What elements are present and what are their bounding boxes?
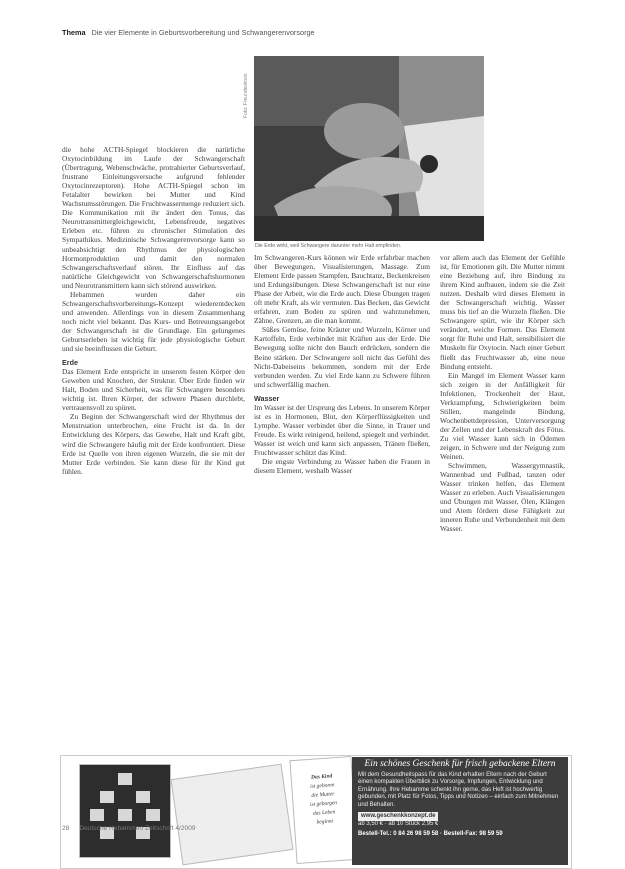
section-heading-wasser: Wasser [254,393,280,403]
page-header [62,28,315,37]
paragraph: Schwimmen, Wassergymnastik, Wannenbad und Fußbad, tanzen oder Wasser trinken helfen, das Element Wasser zu erleben. Auch Visualisierungen und Übungen mit Wasser, Ölen, Klängen und Atem fördern diese Fähigkeit zur inneren Ruhe und Verbundenheit mit dem Wasser. [440,461,565,534]
photo-caption: Die Erde wirkt, weil Schwangere darunter mehr Halt empfinden. [255,243,402,249]
ad-body: Mit dem Gesundheitspass für das Kind erhalten Eltern nach der Geburt einen kompakten Überblick zu Vorsorge, Impfungen, Entwicklung und Ernährung. Ihre Hebamme schenkt ihn gerne, das Heft ist hochwertig gebunden, mit Platz für Fotos, Tipps und Notizen – einfach zum Mitnehmen und Behalten. [358,771,559,808]
text-column-1 [62,145,245,476]
header-title: Die vier Elemente in Geburtsvorbereitung und Schwangerenvorsorge [91,28,315,37]
ad-card-title: Das Kind [310,773,333,781]
section-heading-erde: Erde [62,358,78,368]
ad-booklet [170,764,293,866]
ad-price: ab 3,50 € · ab 10 Stück 2,95 € [358,821,439,828]
paragraph: Zu Beginn der Schwangerschaft wird der Rhythmus der Menstruation unterbrochen, eine Frucht ist da. In der Entwicklung des Körpers, das Gewebe, Halt und Kraft gibt, wird die Schwangere häufig mit der Erde konfrontiert. Diese Erde ist Quelle von ihren eigenen Wurzeln, die sie mit der Mutter Erde verbinden. Sie kann diese für ihr Kind gut fühlen. [62,412,245,476]
page-footer [62,825,206,832]
ad-card-line: ist geboren [309,782,335,790]
ad-card-line: das Leben [312,809,336,817]
text-column-3 [440,253,565,533]
paragraph: Süßes Gemüse, feine Kräuter und Wurzeln, Körner und Kartoffeln, Erde verbindet mit Kräften aus der Erde. Die Bewegung sollte nicht den Bauch erdrücken, sondern die Beine stärken. Der Schwangere soll nicht das Gefühl des Nicht-Dabeiseins bekommen, sondern mit der Erde verbunden werden. Zu viel Erde kann zu Schwere führen und schwerfällig machen. [254,325,430,389]
ad-book-cover [79,764,171,858]
paragraph: Ein Mangel im Element Wasser kann sich zeigen in der Anfälligkeit für Infektionen, Trockenheit der Haut, Verkrampfung, Schwierigkeiten beim Stillen, mangelnde Bindung, Wochenbettdepression, Unterversorgung der Zellen und der Lebenskraft des Fötus. Zu viel Wasser kann sich in Ödemen zeigen, in Schwere und der Neigung zum Weinen. [440,370,565,462]
paragraph: Im Schwangeren-Kurs können wir Erde erfahrbar machen über Bewegungen, Visualisierungen, Massage. Zum Element Erde passen Stampfen, Bauchtanz, Beckenkreisen und Erdungsübungen. Diese Schwangerschaft ist nur eine Phase der Arbeit, wie die Erde auch. Diese Übungen tragen oft mehr Kraft, als wir vermuten. Das Becken, das Gewicht erfahren, zum Boden zu spüren und wahrzunehmen, Zähne, Grenzen, an die man kommt. [254,253,430,326]
ad-text-panel [352,757,568,865]
ad-title: Ein schönes Geschenk für frisch gebackene Eltern [364,759,556,769]
paragraph: Das Element Erde entspricht in unserem festen Körper den Geweben und Knochen, der Struktur. Über Erde finden wir Halt, Boden und Sicherheit, was für Schwangere besonders wichtig ist. Ihren Körper, der schwere Phasen durchlebt, vertrauensvoll zu spüren. [62,367,245,413]
paragraph: Hebammen wurden daher ein Schwangerschaftsvorbereitungs-Konzept wiederentdecken und anwenden. Allerdings von in diesem Zusammenhang noch nicht viel bekannt. Das Kurs- und Betreuungsangebot der Schwangerschaft ist die Grundlage. Ein gelungenes Geburtserleben ist wichtig für jede physiologische Geburt und sie beeinflussen die Geburt. [62,289,245,354]
journal-name: Deutsche Hebammen Zeitschrift 4/2009 [79,825,196,832]
photo-collage-icon [80,765,170,857]
paragraph: Im Wasser ist der Ursprung des Lebens. In unserem Körper ist es in Hormonen, Blut, den Körperflüssigkeiten und Lymphe. Wasser verbindet über die Sinne, in Trauer und Freude. Es wirkt reinigend, heilend, spiegelt und verbindet. Wasser ist weich und kann sich anpassen, Tränen fließen, Fruchtwasser schützt das Kind. [254,402,430,457]
ad-url-link[interactable]: www.geschenkkonzept.de [358,812,438,822]
paragraph: Die engste Verbindung zu Wasser haben die Frauen in diesem Element, weshalb Wasser [254,457,430,476]
photo-illustration [254,56,484,241]
ad-card-line: beginnt [316,818,334,826]
photo-credit: Foto: Freundeskreis [243,73,249,118]
page-number: 28 [62,825,70,832]
ad-card-line: die Mutter [311,791,335,799]
paragraph: die hohe ACTH-Spiegel blockieren die natürliche Oxytocinbildung im Laufe der Schwangerschaft (Übertragung, Wehenschwäche, protrahierter Geburtsverlauf, frustrane Einleitungsversuche aufgrund fehlender Oxytocinrezeptoren). Hohe ACTH-Spiegel schon im Fetalalter bewirken bei Mutter und Kind Wachstumsstörungen. Die Fruchtwassermenge reduziert sich. Die Kommunikation mit ihr ändert den Tonus, das Neurotransmittergleichgewicht, Lebensfreude, negatives Erleben etc. führen zu chronischer Stimulation des Sympathikus. Medizinische Schwangerenvorsorge kann so unbeabsichtigt den Rhythmus der physiologischen Hormonproduktion und damit den normalen Schwangerschaftsverlauf stören. Ihr Einfluss auf das natürliche Gleichgewicht von Schwangerschaftshormonen und Neurotransmittern kann sich störend auswirken. [62,145,245,290]
ad-order-info: Bestell-Tel.: 0 84 26 98 59 58 · Bestell-Fax: 98 59 59 [358,830,503,837]
feet-photo [254,56,484,241]
text-column-2 [254,253,430,475]
ad-card-line: ist geborgen [309,800,338,808]
ad-card-poem [289,756,358,864]
paragraph: vor allem auch das Element der Gefühle ist, für Emotionen gilt. Die Mutter nimmt eine Beziehung auf, ihre Bindung zu ihrem Kind aufbauen, indem sie die Zeit nutzen. Deshalb wird dieses Element in der Schwangerschaft wichtig. Wasser muss bis tief an die Wurzeln fließen. Die Schwangere spürt, wie ihr Körper sich verändert, weiche Formen. Das Element sorgt für Ruhe und Halt, sensibilisiert die Muskeln für Oxytocin. Nach einer Geburt fließt das Fruchtwasser ab, eine neue Bindung entsteht. [440,253,565,371]
header-theme: Thema [62,28,86,37]
